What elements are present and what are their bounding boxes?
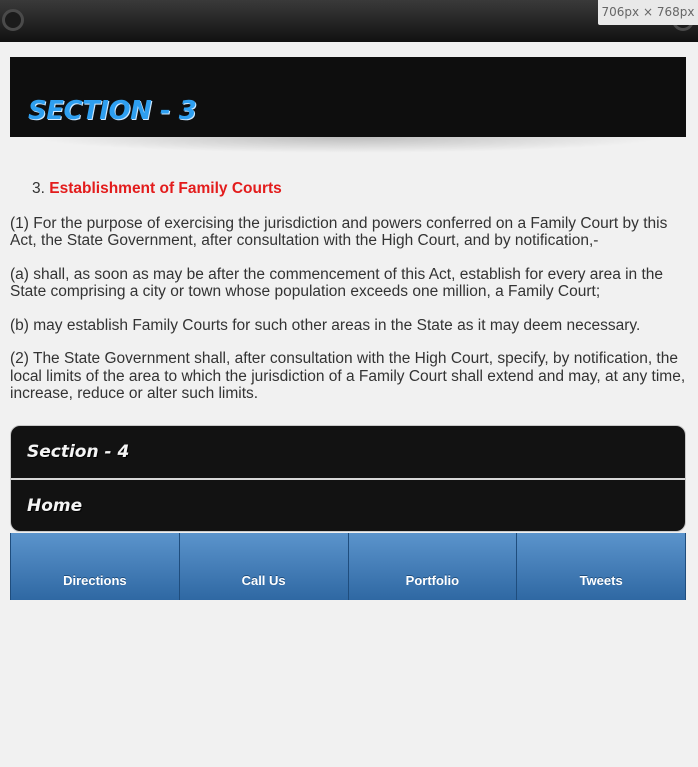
heading-title: Establishment of Family Courts — [49, 180, 282, 197]
section-nav — [10, 425, 686, 532]
section-heading — [32, 180, 688, 198]
browser-top-bar — [0, 0, 698, 42]
paragraph: (b) may establish Family Courts for such other areas in the State as it may deem necessary. — [10, 316, 641, 334]
portfolio-button[interactable]: Portfolio — [349, 533, 518, 600]
paragraph: (a) shall, as soon as may be after the commencement of this Act, establish for every area in the State comprising a city or town whose population exceeds one million, a Family Court; — [10, 265, 664, 300]
nav-item-home[interactable]: Home — [27, 496, 83, 516]
directions-button[interactable]: Directions — [10, 533, 180, 600]
nav-item-section-4[interactable]: Section - 4 — [27, 442, 130, 462]
bottom-toolbar — [10, 533, 686, 600]
section-banner — [10, 57, 686, 137]
paragraph: (2) The State Government shall, after consultation with the High Court, specify, by notification, the local limits of the area to which the jurisdiction of a Family Court shall extend and may, at any time, increase, reduce or alter such limits. — [10, 350, 686, 402]
dimension-badge: 706px × 768px — [598, 0, 698, 25]
section-content — [10, 180, 688, 419]
paragraph: (1) For the purpose of exercising the jurisdiction and powers conferred on a Family Court by this Act, the State Government, after consultation with the High Court, and by notification,- — [10, 214, 668, 249]
page-title: SECTION - 3 — [28, 96, 197, 126]
banner-shadow — [30, 137, 666, 153]
call-us-button[interactable]: Call Us — [180, 533, 349, 600]
tweets-button[interactable]: Tweets — [517, 533, 686, 600]
heading-number: 3. — [32, 180, 45, 197]
circle-left-icon[interactable] — [2, 9, 24, 31]
